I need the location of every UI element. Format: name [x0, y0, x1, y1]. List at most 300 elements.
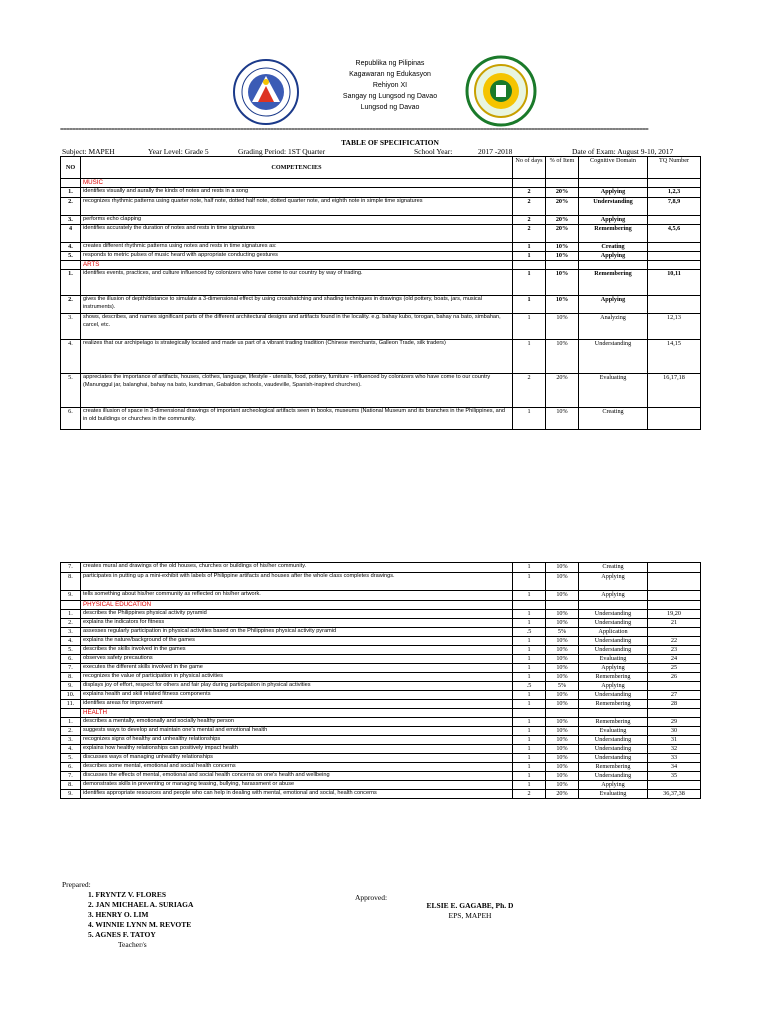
- row-number-cell: 6.: [61, 763, 81, 772]
- empty-cell: [546, 709, 579, 718]
- column-header-days: No of days: [513, 157, 546, 179]
- percent-cell: 10%: [546, 563, 579, 573]
- row-number-cell: 5.: [61, 754, 81, 763]
- row-number-cell: 4.: [61, 637, 81, 646]
- competency-cell: observes safety precautions: [81, 655, 513, 664]
- domain-cell: Applying: [579, 573, 648, 591]
- preparer-name: 2. JAN MICHAEL A. SURIAGA: [88, 900, 194, 909]
- days-cell: 2: [513, 790, 546, 799]
- competency-row: [61, 563, 701, 573]
- section-row: [61, 601, 701, 610]
- prepared-names: [88, 890, 193, 950]
- tq-number-cell: [648, 216, 701, 225]
- competency-row: [61, 243, 701, 252]
- tq-number-cell: 26: [648, 673, 701, 682]
- domain-cell: Understanding: [579, 754, 648, 763]
- competency-cell: demonstrates skills in preventing or managing teasing, bullying, harassment or abuse: [81, 781, 513, 790]
- domain-cell: Understanding: [579, 691, 648, 700]
- domain-cell: Understanding: [579, 198, 648, 216]
- domain-cell: Applying: [579, 216, 648, 225]
- days-cell: 2: [513, 225, 546, 243]
- percent-cell: 10%: [546, 664, 579, 673]
- days-cell: 1: [513, 314, 546, 340]
- competency-cell: discusses ways of managing unhealthy relationships: [81, 754, 513, 763]
- row-number-cell: 2.: [61, 727, 81, 736]
- tq-number-cell: 32: [648, 745, 701, 754]
- days-cell: 1: [513, 781, 546, 790]
- section-row: [61, 179, 701, 188]
- tq-number-cell: [648, 296, 701, 314]
- days-cell: 2: [513, 198, 546, 216]
- domain-cell: Remembering: [579, 225, 648, 243]
- days-cell: 1: [513, 646, 546, 655]
- column-header-competencies: COMPETENCIES: [81, 157, 513, 179]
- competency-row: [61, 619, 701, 628]
- row-number-cell: 6.: [61, 655, 81, 664]
- days-cell: .5: [513, 682, 546, 691]
- competency-cell: tells something about his/her community as reflected on his/her artwork.: [81, 591, 513, 601]
- row-number-cell: 1.: [61, 270, 81, 296]
- days-cell: 1: [513, 591, 546, 601]
- competency-row: [61, 628, 701, 637]
- agency-header: [300, 58, 480, 113]
- days-cell: 1: [513, 563, 546, 573]
- days-cell: 1: [513, 673, 546, 682]
- competency-row: [61, 252, 701, 261]
- section-no-cell: [61, 179, 81, 188]
- domain-cell: Applying: [579, 252, 648, 261]
- domain-cell: Understanding: [579, 772, 648, 781]
- tq-number-cell: 22: [648, 637, 701, 646]
- competency-row: [61, 374, 701, 408]
- days-cell: 1: [513, 408, 546, 430]
- domain-cell: Understanding: [579, 736, 648, 745]
- percent-cell: 10%: [546, 573, 579, 591]
- days-cell: 2: [513, 374, 546, 408]
- school-year-label: School Year:: [414, 147, 453, 156]
- tq-number-cell: 36,37,38: [648, 790, 701, 799]
- tq-number-cell: 25: [648, 664, 701, 673]
- header-line: Sangay ng Lungsod ng Davao: [342, 93, 438, 100]
- competency-cell: describes the skills involved in the games: [81, 646, 513, 655]
- competency-row: [61, 727, 701, 736]
- tq-number-cell: 35: [648, 772, 701, 781]
- tq-number-cell: 14,15: [648, 340, 701, 374]
- competency-row: [61, 610, 701, 619]
- empty-cell: [579, 179, 648, 188]
- domain-cell: Creating: [579, 563, 648, 573]
- domain-cell: Understanding: [579, 646, 648, 655]
- days-cell: 1: [513, 700, 546, 709]
- domain-cell: Remembering: [579, 673, 648, 682]
- tq-number-cell: 23: [648, 646, 701, 655]
- competency-cell: creates mural and drawings of the old houses, churches or buildings of his/her community.: [81, 563, 513, 573]
- tq-number-cell: 31: [648, 736, 701, 745]
- percent-cell: 10%: [546, 754, 579, 763]
- competency-cell: discusses the effects of mental, emotional and social health concerns on one's health and wellbeing: [81, 772, 513, 781]
- competency-row: [61, 655, 701, 664]
- domain-cell: Understanding: [579, 340, 648, 374]
- domain-cell: Remembering: [579, 718, 648, 727]
- empty-cell: [513, 179, 546, 188]
- competency-row: [61, 781, 701, 790]
- header-line: Kagawaran ng Edukasyon: [349, 71, 431, 78]
- days-cell: 1: [513, 340, 546, 374]
- competency-cell: recognizes rhythmic patterns using quarter note, half note, dotted half note, dotted quarter note, and eighth note in simple time signatures: [81, 198, 513, 216]
- competency-row: [61, 790, 701, 799]
- preparer-name: 4. WINNIE LYNN M. REVOTE: [88, 920, 192, 929]
- domain-cell: Applying: [579, 591, 648, 601]
- competency-row: [61, 646, 701, 655]
- column-header-no: NO: [61, 157, 81, 179]
- competency-row: [61, 763, 701, 772]
- row-number-cell: 10.: [61, 691, 81, 700]
- tq-number-cell: [648, 243, 701, 252]
- days-cell: 1: [513, 718, 546, 727]
- empty-cell: [546, 601, 579, 610]
- column-header-percent: % of Item: [546, 157, 579, 179]
- section-no-cell: [61, 261, 81, 270]
- competency-cell: explains health and skill related fitness components: [81, 691, 513, 700]
- competency-cell: explains the indicators for fitness: [81, 619, 513, 628]
- table-header-row: [61, 157, 701, 179]
- row-number-cell: 2.: [61, 296, 81, 314]
- percent-cell: 10%: [546, 772, 579, 781]
- section-title: MUSIC: [81, 179, 513, 188]
- percent-cell: 10%: [546, 763, 579, 772]
- grading-period-label: Grading Period: 1ST Quarter: [238, 147, 326, 156]
- days-cell: 1: [513, 243, 546, 252]
- days-cell: 1: [513, 754, 546, 763]
- percent-cell: 5%: [546, 682, 579, 691]
- row-number-cell: 3.: [61, 736, 81, 745]
- percent-cell: 10%: [546, 619, 579, 628]
- tq-number-cell: 7,8,9: [648, 198, 701, 216]
- empty-cell: [648, 261, 701, 270]
- row-number-cell: 4.: [61, 745, 81, 754]
- section-no-cell: [61, 709, 81, 718]
- percent-cell: 10%: [546, 745, 579, 754]
- tq-number-cell: [648, 781, 701, 790]
- competency-cell: identifies visually and aurally the kinds of notes and rests in a song: [81, 188, 513, 198]
- percent-cell: 10%: [546, 270, 579, 296]
- row-number-cell: 7.: [61, 772, 81, 781]
- days-cell: 1: [513, 296, 546, 314]
- days-cell: 2: [513, 188, 546, 198]
- percent-cell: 20%: [546, 198, 579, 216]
- days-cell: 1: [513, 727, 546, 736]
- competency-cell: describes some mental, emotional and social health concerns: [81, 763, 513, 772]
- document-title: TABLE OF SPECIFICATION: [341, 138, 439, 147]
- competency-row: [61, 664, 701, 673]
- competency-cell: performs echo clapping: [81, 216, 513, 225]
- tq-number-cell: [648, 408, 701, 430]
- preparer-name: 3. HENRY O. LIM: [88, 910, 149, 919]
- row-number-cell: 9.: [61, 591, 81, 601]
- competency-row: [61, 340, 701, 374]
- domain-cell: Remembering: [579, 763, 648, 772]
- percent-cell: 10%: [546, 591, 579, 601]
- section-title: PHYSICAL EDUCATION: [81, 601, 513, 610]
- specification-table-page2: [60, 562, 701, 799]
- competency-cell: assesses regularly participation in physical activities based on the Philippines physical activity pyramid: [81, 628, 513, 637]
- empty-cell: [648, 601, 701, 610]
- competency-row: [61, 700, 701, 709]
- tq-number-cell: 24: [648, 655, 701, 664]
- domain-cell: Evaluating: [579, 790, 648, 799]
- competency-cell: gives the illusion of depth/distance to simulate a 3-dimensional effect by using crosshatching and shading techniques in drawings (old pottery, boats, jars, musical instruments).: [81, 296, 513, 314]
- section-row: [61, 709, 701, 718]
- percent-cell: 10%: [546, 655, 579, 664]
- competency-row: [61, 198, 701, 216]
- competency-cell: responds to metric pulses of music heard with appropriate conducting gestures: [81, 252, 513, 261]
- row-number-cell: 8.: [61, 781, 81, 790]
- competency-cell: recognizes signs of healthy and unhealthy relationships: [81, 736, 513, 745]
- deped-seal-logo: [232, 58, 300, 131]
- percent-cell: 10%: [546, 781, 579, 790]
- competency-cell: describes a mentally, emotionally and socially healthy person: [81, 718, 513, 727]
- tq-number-cell: [648, 563, 701, 573]
- days-cell: 1: [513, 763, 546, 772]
- days-cell: 1: [513, 252, 546, 261]
- tq-number-cell: [648, 252, 701, 261]
- row-number-cell: 1.: [61, 718, 81, 727]
- row-number-cell: 3.: [61, 628, 81, 637]
- row-number-cell: 11.: [61, 700, 81, 709]
- domain-cell: Creating: [579, 243, 648, 252]
- domain-cell: Understanding: [579, 637, 648, 646]
- row-number-cell: 2.: [61, 619, 81, 628]
- row-number-cell: 1.: [61, 610, 81, 619]
- days-cell: 1: [513, 745, 546, 754]
- tq-number-cell: 28: [648, 700, 701, 709]
- tq-number-cell: 33: [648, 754, 701, 763]
- tq-number-cell: [648, 682, 701, 691]
- percent-cell: 10%: [546, 673, 579, 682]
- days-cell: 1: [513, 664, 546, 673]
- subject-label: Subject: MAPEH: [62, 147, 115, 156]
- domain-cell: Remembering: [579, 270, 648, 296]
- percent-cell: 10%: [546, 736, 579, 745]
- tq-number-cell: 10,11: [648, 270, 701, 296]
- competency-row: [61, 772, 701, 781]
- row-number-cell: 5.: [61, 374, 81, 408]
- row-number-cell: 4: [61, 225, 81, 243]
- competency-cell: identifies areas for improvement: [81, 700, 513, 709]
- exam-date-label: Date of Exam: August 9-10, 2017: [572, 147, 674, 156]
- tq-number-cell: 27: [648, 691, 701, 700]
- days-cell: 1: [513, 691, 546, 700]
- tq-number-cell: 30: [648, 727, 701, 736]
- approver-name: ELSIE E. GAGABE, Ph. D: [426, 901, 514, 910]
- competency-cell: displays joy of effort, respect for others and fair play during participation in physical activities: [81, 682, 513, 691]
- competency-row: [61, 225, 701, 243]
- competency-row: [61, 691, 701, 700]
- percent-cell: 20%: [546, 225, 579, 243]
- competency-row: [61, 754, 701, 763]
- competency-cell: identifies appropriate resources and people who can help in dealing with mental, emotional and social, health concerns: [81, 790, 513, 799]
- tq-number-cell: 34: [648, 763, 701, 772]
- tq-number-cell: 19,20: [648, 610, 701, 619]
- header-line: Lungsod ng Davao: [360, 104, 420, 111]
- empty-cell: [513, 601, 546, 610]
- row-number-cell: 8.: [61, 573, 81, 591]
- approver-role: EPS, MAPEH: [448, 911, 492, 920]
- competency-cell: describes the Philippines physical activity pyramid: [81, 610, 513, 619]
- row-number-cell: 6.: [61, 408, 81, 430]
- school-year-value: 2017 -2018: [478, 147, 513, 156]
- row-number-cell: 1.: [61, 188, 81, 198]
- section-title: ARTS: [81, 261, 513, 270]
- percent-cell: 5%: [546, 628, 579, 637]
- competency-cell: realizes that our archipelago is strategically located and made us part of a vibrant trading tradition (Chinese merchants, Galleon Trade, silk traders): [81, 340, 513, 374]
- competency-cell: identifies accurately the duration of notes and rests in time signatures: [81, 225, 513, 243]
- tq-number-cell: 12,13: [648, 314, 701, 340]
- competency-row: [61, 270, 701, 296]
- row-number-cell: 7.: [61, 563, 81, 573]
- section-title: HEALTH: [81, 709, 513, 718]
- column-header-domain: Cognitive Domain: [579, 157, 648, 179]
- competency-row: [61, 736, 701, 745]
- specification-table-page1: [60, 156, 701, 430]
- empty-cell: [579, 601, 648, 610]
- domain-cell: Evaluating: [579, 374, 648, 408]
- tq-number-cell: [648, 573, 701, 591]
- competency-row: [61, 637, 701, 646]
- competency-row: [61, 573, 701, 591]
- prepared-label: Prepared:: [62, 880, 91, 889]
- percent-cell: 10%: [546, 296, 579, 314]
- competency-cell: executes the different skills involved in the game: [81, 664, 513, 673]
- tq-number-cell: 21: [648, 619, 701, 628]
- domain-cell: Creating: [579, 408, 648, 430]
- header-divider: ====================================================================================================================================================================================================: [60, 126, 649, 133]
- days-cell: 1: [513, 655, 546, 664]
- competency-cell: shows, describes, and names significant parts of the different architectural designs and artifacts found in the locality. e.g. bahay kubo, torogan, bahay na bato, simbahan, carcel, etc.: [81, 314, 513, 340]
- days-cell: 1: [513, 619, 546, 628]
- percent-cell: 10%: [546, 610, 579, 619]
- competency-row: [61, 314, 701, 340]
- preparer-name: 5. AGNES F. TATOY: [88, 930, 156, 939]
- domain-cell: Applying: [579, 682, 648, 691]
- percent-cell: 10%: [546, 691, 579, 700]
- competency-row: [61, 673, 701, 682]
- days-cell: 1: [513, 573, 546, 591]
- domain-cell: Applying: [579, 781, 648, 790]
- percent-cell: 10%: [546, 637, 579, 646]
- domain-cell: Applying: [579, 188, 648, 198]
- competency-row: [61, 682, 701, 691]
- days-cell: 1: [513, 736, 546, 745]
- empty-cell: [546, 261, 579, 270]
- competency-row: [61, 296, 701, 314]
- row-number-cell: 5.: [61, 252, 81, 261]
- percent-cell: 10%: [546, 408, 579, 430]
- domain-cell: Understanding: [579, 619, 648, 628]
- competency-cell: participates in putting up a mini-exhibit with labels of Philippine artifacts and houses after the whole class completes drawings.: [81, 573, 513, 591]
- tq-number-cell: [648, 591, 701, 601]
- days-cell: 1: [513, 270, 546, 296]
- header-line: Rehiyon XI: [372, 82, 408, 89]
- percent-cell: 10%: [546, 646, 579, 655]
- competency-row: [61, 188, 701, 198]
- competency-cell: creates illusion of space in 3-dimensional drawings of important archeological artifacts seen in books, museums (National Museum and its branches in the Philippines, and in old buildings or churches in the community.: [81, 408, 513, 430]
- percent-cell: 20%: [546, 374, 579, 408]
- competency-row: [61, 718, 701, 727]
- percent-cell: 10%: [546, 727, 579, 736]
- competency-row: [61, 591, 701, 601]
- row-number-cell: 8.: [61, 673, 81, 682]
- empty-cell: [648, 709, 701, 718]
- competency-row: [61, 408, 701, 430]
- row-number-cell: 3.: [61, 216, 81, 225]
- empty-cell: [546, 179, 579, 188]
- domain-cell: Applying: [579, 664, 648, 673]
- empty-cell: [579, 709, 648, 718]
- percent-cell: 10%: [546, 700, 579, 709]
- days-cell: 1: [513, 637, 546, 646]
- competency-cell: identifies events, practices, and culture influenced by colonizers who have come to our country by way of trading.: [81, 270, 513, 296]
- empty-cell: [648, 179, 701, 188]
- competency-row: [61, 216, 701, 225]
- competency-cell: creates different rhythmic patterns using notes and rests in time signatures as:: [81, 243, 513, 252]
- tq-number-cell: 1,2,3: [648, 188, 701, 198]
- empty-cell: [579, 261, 648, 270]
- competency-row: [61, 745, 701, 754]
- tq-number-cell: 29: [648, 718, 701, 727]
- section-no-cell: [61, 601, 81, 610]
- domain-cell: Application: [579, 628, 648, 637]
- empty-cell: [513, 261, 546, 270]
- year-level-label: Year Level: Grade 5: [148, 147, 209, 156]
- tq-number-cell: [648, 628, 701, 637]
- days-cell: .5: [513, 628, 546, 637]
- domain-cell: Evaluating: [579, 727, 648, 736]
- competency-cell: appreciates the importance of artifacts, houses, clothes, language, lifestyle - utensils, food, pottery, furniture - influenced by colonizers who have come to our country (Manunggul jar, balanghai, bahay na bato, kundiman, Gabaldon schools, vaudeville, Spanish-inspired churches).: [81, 374, 513, 408]
- preparer-role: Teacher/s: [118, 940, 147, 949]
- approved-label: Approved:: [355, 893, 388, 902]
- row-number-cell: 9.: [61, 682, 81, 691]
- days-cell: 2: [513, 216, 546, 225]
- header-line: Republika ng Pilipinas: [355, 60, 425, 67]
- days-cell: 1: [513, 772, 546, 781]
- empty-cell: [513, 709, 546, 718]
- division-seal-logo: [465, 55, 537, 132]
- percent-cell: 20%: [546, 188, 579, 198]
- row-number-cell: 3.: [61, 314, 81, 340]
- percent-cell: 20%: [546, 790, 579, 799]
- percent-cell: 10%: [546, 340, 579, 374]
- domain-cell: Understanding: [579, 745, 648, 754]
- domain-cell: Applying: [579, 296, 648, 314]
- percent-cell: 10%: [546, 243, 579, 252]
- column-header-tq: TQ Number: [648, 157, 701, 179]
- competency-cell: recognizes the value of participation in physical activities: [81, 673, 513, 682]
- days-cell: 1: [513, 610, 546, 619]
- row-number-cell: 7.: [61, 664, 81, 673]
- competency-cell: suggests ways to develop and maintain one's mental and emotional health: [81, 727, 513, 736]
- row-number-cell: 2.: [61, 198, 81, 216]
- row-number-cell: 5.: [61, 646, 81, 655]
- percent-cell: 20%: [546, 216, 579, 225]
- tq-number-cell: 4,5,6: [648, 225, 701, 243]
- domain-cell: Evaluating: [579, 655, 648, 664]
- domain-cell: Understanding: [579, 610, 648, 619]
- row-number-cell: 4.: [61, 243, 81, 252]
- percent-cell: 10%: [546, 252, 579, 261]
- row-number-cell: 4.: [61, 340, 81, 374]
- preparer-name: 1. FRYNTZ V. FLORES: [88, 890, 167, 899]
